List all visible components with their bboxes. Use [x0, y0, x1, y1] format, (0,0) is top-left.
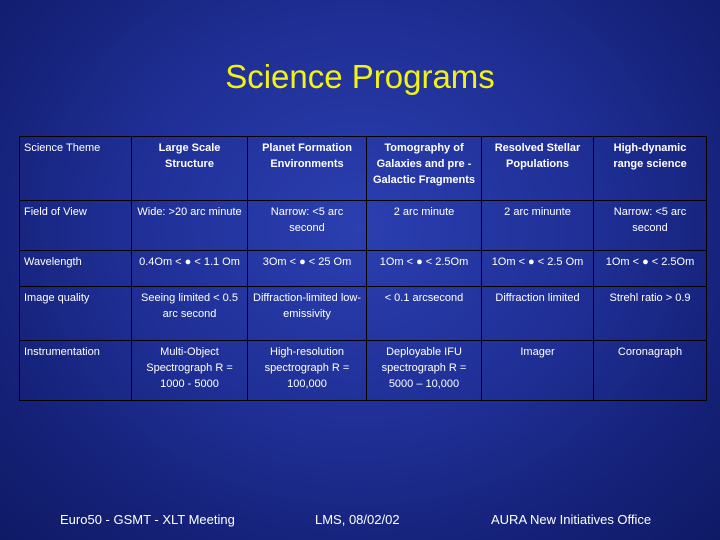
column-header: Large Scale Structure	[132, 137, 248, 201]
column-header: Tomography of Galaxies and pre -Galactic Fragments	[367, 137, 482, 201]
table-cell: Diffraction-limited low-emissivity	[248, 287, 367, 341]
table-cell: 2 arc minute	[367, 201, 482, 251]
table-cell: 3Om < ● < 25 Om	[248, 251, 367, 287]
table-cell: 0.4Om < ● < 1.1 Om	[132, 251, 248, 287]
slide-title: Science Programs	[225, 58, 495, 95]
table-row	[20, 251, 707, 287]
table-cell: High-resolution spectrograph R = 100,000	[248, 341, 367, 401]
row-label: Instrumentation	[20, 341, 132, 401]
table-cell: 1Om < ● < 2.5 Om	[482, 251, 594, 287]
footer-date: LMS, 08/02/02	[315, 512, 400, 527]
table-cell: 1Om < ● < 2.5Om	[367, 251, 482, 287]
table-cell: Deployable IFU spectrograph R = 5000 – 10,000	[367, 341, 482, 401]
footer-meeting: Euro50 - GSMT - XLT Meeting	[60, 512, 235, 527]
table-cell: Wide: >20 arc minute	[132, 201, 248, 251]
column-header: Planet Formation Environments	[248, 137, 367, 201]
table-cell: Strehl ratio > 0.9	[594, 287, 707, 341]
table-cell: Multi-Object Spectrograph R = 1000 - 5000	[132, 341, 248, 401]
science-programs-table	[19, 136, 707, 401]
table-cell: Coronagraph	[594, 341, 707, 401]
footer-office: AURA New Initiatives Office	[491, 512, 652, 527]
table-cell: Seeing limited < 0.5 arc second	[132, 287, 248, 341]
row-label: Wavelength	[20, 251, 132, 287]
table-row	[20, 201, 707, 251]
table-row	[20, 287, 707, 341]
column-header: Resolved Stellar Populations	[482, 137, 594, 201]
table-cell: Imager	[482, 341, 594, 401]
row-header-science-theme: Science Theme	[20, 137, 132, 201]
table-cell: Narrow: <5 arc second	[594, 201, 707, 251]
table-header-row	[20, 137, 707, 201]
table-cell: < 0.1 arcsecond	[367, 287, 482, 341]
column-header: High-dynamic range science	[594, 137, 707, 201]
table-cell: Narrow: <5 arc second	[248, 201, 367, 251]
table-cell: 1Om < ● < 2.5Om	[594, 251, 707, 287]
row-label: Field of View	[20, 201, 132, 251]
table-cell: 2 arc minunte	[482, 201, 594, 251]
table-row	[20, 341, 707, 401]
row-label: Image quality	[20, 287, 132, 341]
table-cell: Diffraction limited	[482, 287, 594, 341]
